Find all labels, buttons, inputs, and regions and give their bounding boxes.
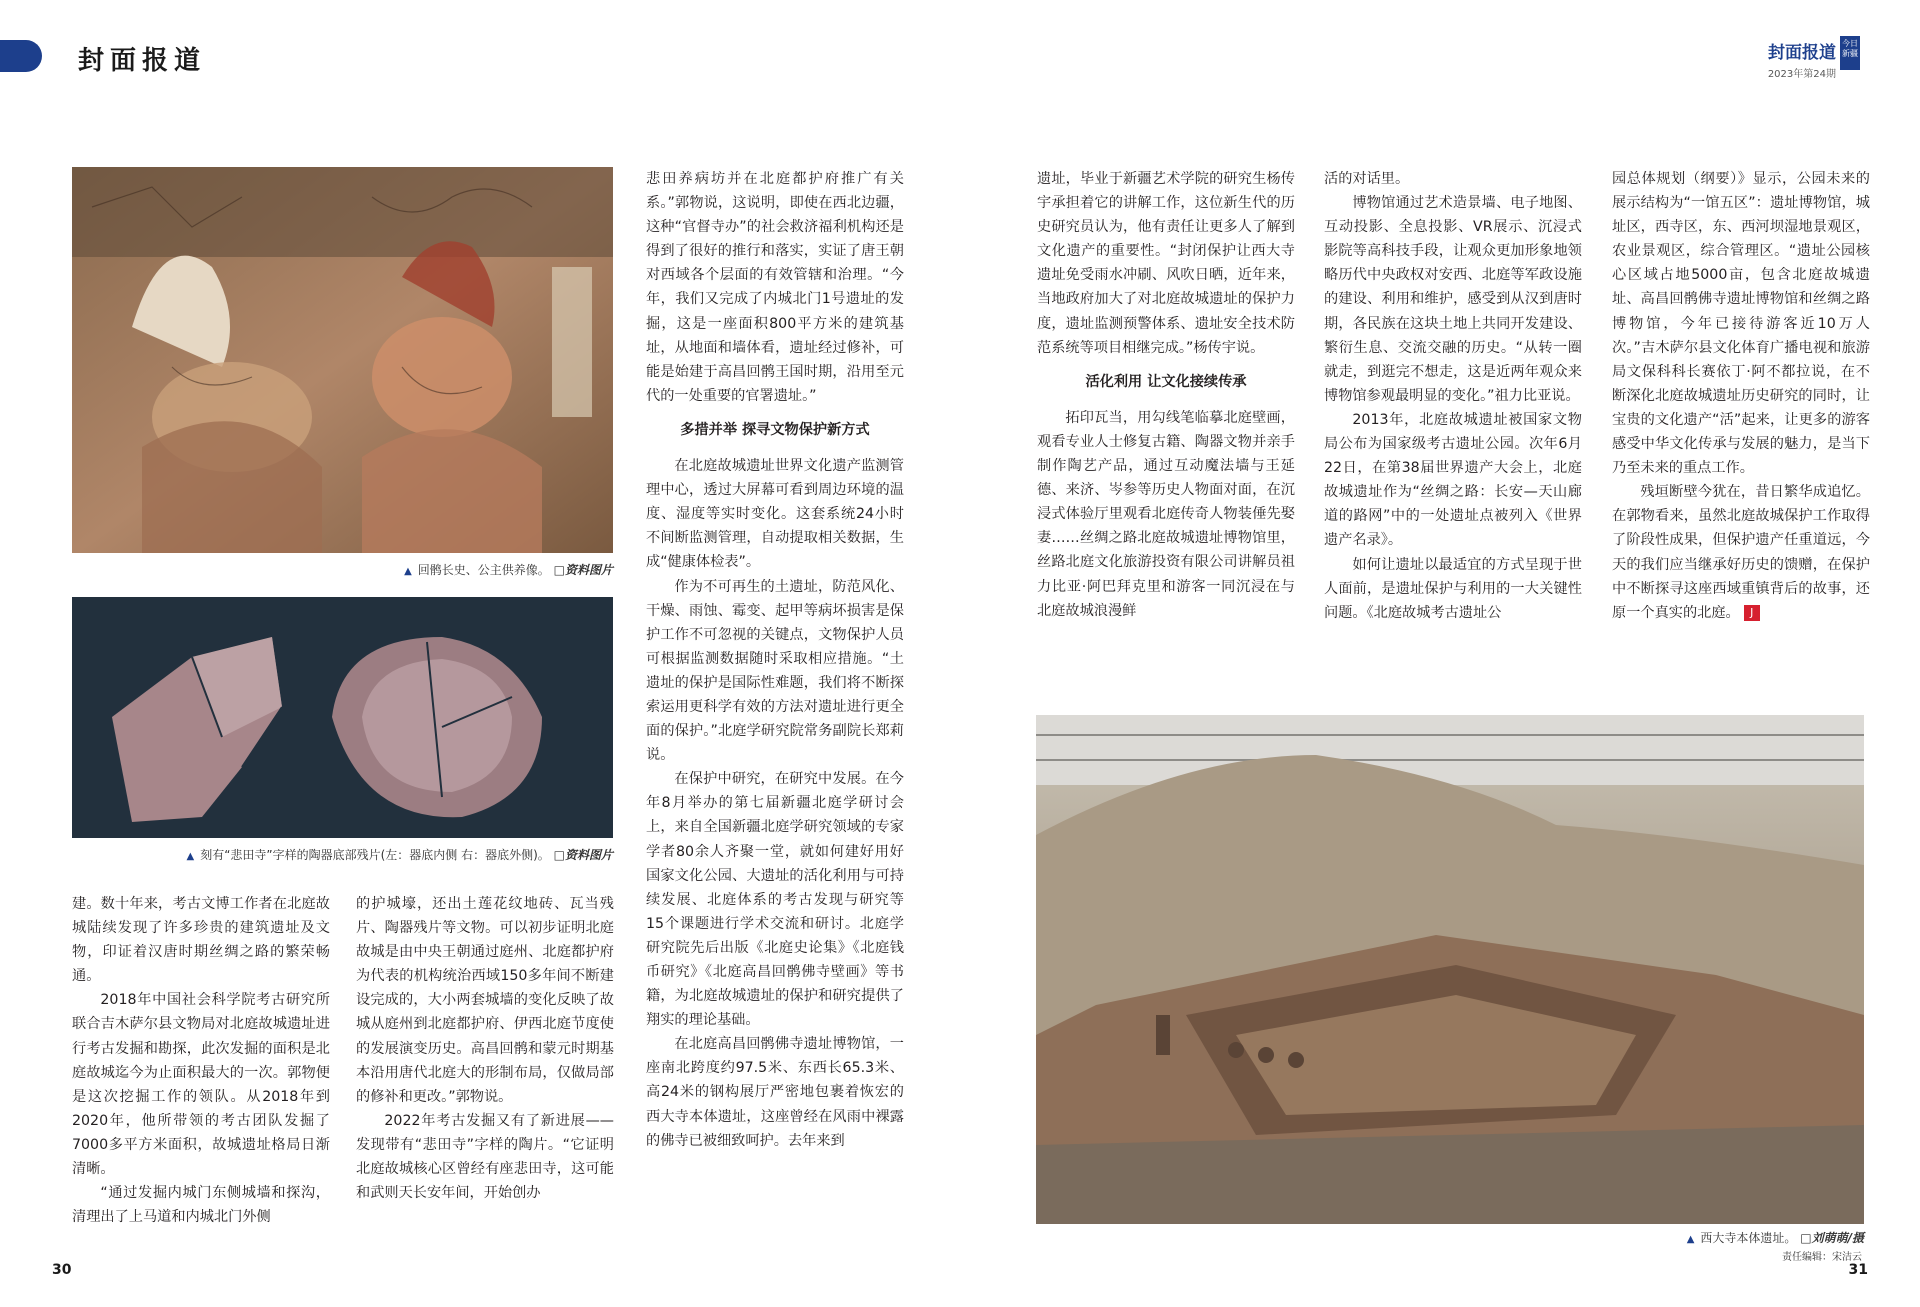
- pottery-image: [72, 597, 613, 838]
- mural-caption: [72, 561, 613, 578]
- paragraph: 悲田养病坊并在北庭都护府推广有关系。”郭物说，这说明，即使在西北边疆，这种“官督寺办”的社会救济福利机构还是得到了很好的推行和落实，实证了唐王朝对西域各个层面的有效管辖和治理。“今年，我们又完成了内城北门1号遗址的发掘，这是一座面积800平方米的建筑基址，从地面和墙体看，遗址经过修补，可能是始建于高昌回鹘王国时期，沿用至元代的一处重要的官署遗址。”: [646, 171, 904, 404]
- paragraph: 残垣断壁今犹在，昔日繁华成追忆。在郭物看来，虽然北庭故城保护工作取得了阶段性成果，但保护遗产任重道远，今天的我们应当继承好历史的馈赠，在保护中不断探寻这座西域重镇背后的故事，还原一个真实的北庭。 J: [1612, 484, 1870, 621]
- page-number-left: 30: [52, 1262, 72, 1278]
- caption-triangle-icon: ▲: [1686, 1234, 1695, 1245]
- site-photo: [1036, 715, 1864, 1224]
- section-heading-measures: 多措并举 探寻文物保护新方式: [680, 421, 870, 438]
- paragraph: 的护城壕，还出土莲花纹地砖、瓦当残片、陶器残片等文物。可以初步证明北庭故城是由中央王朝通过庭州、北庭都护府为代表的机构统治西域150多年间不断建设完成的，大小两套城墙的变化反映了故城从庭州到北庭都护府、伊西北庭节度使的发展演变历史。高昌回鹘和蒙元时期基本沿用唐代北庭大的形制布局，仅做局部的修补和更改。”郭物说。: [356, 896, 614, 1105]
- column-4-top: [1037, 167, 1295, 360]
- mural-caption-credit: 资料图片: [564, 563, 613, 577]
- article-column-1: [72, 892, 330, 1229]
- section-heading-revitalize: 活化利用 让文化接续传承: [1085, 373, 1247, 390]
- brand-title: 封面报道: [1768, 43, 1836, 63]
- paragraph: 博物馆通过艺术造景墙、电子地图、互动投影、全息投影、VR展示、沉浸式影院等高科技手段，让观众更加形象地领略历代中央政权对安西、北庭等军政设施的建设、利用和维护，感受到从汉到唐时期，各民族在这块土地上共同开发建设、繁衍生息、交流交融的历史。“从转一圈就走，到逛完不想走，这是近两年观众来博物馆参观最明显的变化。”祖力比亚说。: [1324, 195, 1582, 404]
- paragraph: 在保护中研究，在研究中发展。在今年8月举办的第七届新疆北庭学研讨会上，来自全国新疆北庭学研究领域的专家学者80余人齐聚一堂，就如何建好用好国家文化公园、大遗址的活化利用与可持续发展、北庭体系的考古发现与研究等15个课题进行学术交流和研讨。北庭学研究院先后出版《北庭史论集》《北庭钱币研究》《北庭高昌回鹘佛寺壁画》等书籍，为北庭故城遗址的保护和研究提供了翔实的理论基础。: [646, 771, 904, 1029]
- paragraph: 2018年中国社会科学院考古研究所联合吉木萨尔县文物局对北庭故城遗址进行考古发掘和勘探，此次发掘的面积是北庭故城迄今为止面积最大的一次。郭物便是这次挖掘工作的领队。从2018年到2020年，他所带领的考古团队发掘了7000多平方米面积，故城遗址格局日渐清晰。: [72, 992, 330, 1178]
- article-column-3: [646, 167, 904, 1153]
- column-3-bottom: [646, 454, 904, 1153]
- column-4-bottom: [1037, 406, 1295, 623]
- photo-credit-icon: □: [1800, 1231, 1812, 1245]
- article-column-4: [1037, 167, 1295, 623]
- photo-credit-icon: □: [553, 563, 565, 577]
- mural-image: [72, 167, 613, 553]
- article-column-5: [1324, 167, 1582, 625]
- pottery-caption: [72, 846, 613, 863]
- site-caption-credit: 刘萌萌/摄: [1811, 1231, 1864, 1245]
- mural-photo: [72, 167, 613, 553]
- section-title: 封面报道: [78, 46, 207, 76]
- pottery-caption-credit: 资料图片: [564, 848, 613, 862]
- paragraph: 园总体规划（纲要）》显示，公园未来的展示结构为“一馆五区”：遗址博物馆，城址区，西寺区，东、西河坝湿地景观区，农业景观区，综合管理区。“遗址公园核心区域占地5000亩，包含北庭故城遗址、高昌回鹘佛寺遗址博物馆和丝绸之路博物馆，今年已接待游客近10万人次。”吉木萨尔县文化体育广播电视和旅游局文保科科长赛依丁·阿不都拉说，在不断深化北庭故城遗址历史研究的同时，让宝贵的文化遗产“活”起来，让更多的游客感受中华文化传承与发展的魅力，是当下乃至未来的重点工作。: [1612, 171, 1870, 477]
- pottery-photo: [72, 597, 613, 838]
- site-caption-text: 西大寺本体遗址。: [1700, 1231, 1797, 1245]
- paragraph: 建。数十年来，考古文博工作者在北庭故城陆续发现了许多珍贵的建筑遗址及文物，印证着汉唐时期丝绸之路的繁荣畅通。: [72, 896, 330, 985]
- caption-triangle-icon: ▲: [186, 851, 195, 862]
- site-image: [1036, 715, 1864, 1224]
- paragraph: 拓印瓦当，用勾线笔临摹北庭壁画，观看专业人士修复古籍、陶器文物并亲手制作陶艺产品，通过互动魔法墙与王延德、来济、岑参等历史人物面对面，在沉浸式体验厅里观看北庭传奇人物装倕先娶妻……丝绸之路北庭故城遗址博物馆里，丝路北庭文化旅游投资有限公司讲解员祖力比亚·阿巴拜克里和游客一同沉浸在与北庭故城浪漫鲜: [1037, 409, 1295, 619]
- paragraph: “通过发掘内城门东侧城墙和探沟，清理出了上马道和内城北门外侧: [72, 1185, 330, 1226]
- section-tab-marker: [0, 40, 42, 72]
- paragraph: 作为不可再生的土遗址，防范风化、干燥、雨蚀、霉变、起甲等病坏损害是保护工作不可忽视的关键点，文物保护人员可根据监测数据随时采取相应措施。“土遗址的保护是国际性难题，我们将不断探索运用更科学有效的方法对遗址进行更全面的保护。”北庭学研究院常务副院长郑莉说。: [646, 578, 904, 764]
- responsible-editor: 责任编辑：宋洁云: [1782, 1252, 1862, 1263]
- pottery-caption-text: 刻有“悲田寺”字样的陶器底部残片(左：器底内侧 右：器底外侧)。: [200, 848, 550, 862]
- paragraph: 遗址，毕业于新疆艺术学院的研究生杨传宇承担着它的讲解工作，这位新生代的历史研究员认为，他有责任让更多人了解到文化遗产的重要性。“封闭保护让西大寺遗址免受雨水冲刷、风吹日晒，近年来，当地政府加大了对北庭故城遗址的保护力度，遗址监测预警体系、遗址安全技术防范系统等项目相继完成。”杨传宇说。: [1037, 171, 1295, 356]
- paragraph: 如何让遗址以最适宜的方式呈现于世人面前，是遗址保护与利用的一大关键性问题。《北庭故城考古遗址公: [1324, 556, 1582, 621]
- paragraph: 2022年考古发掘又有了新进展——发现带有“悲田寺”字样的陶片。“它证明北庭故城核心区曾经有座悲田寺，这可能和武则天长安年间，开始创办: [356, 1112, 614, 1202]
- mural-caption-text: 回鹘长史、公主供养像。: [417, 563, 550, 577]
- brand-issue: 2023年第24期: [1767, 69, 1836, 80]
- page-number-right: 31: [1848, 1262, 1868, 1278]
- photo-credit-icon: □: [553, 848, 565, 862]
- article-end-mark-icon: J: [1744, 605, 1760, 621]
- magazine-brand: [1768, 38, 1836, 80]
- paragraph: 在北庭高昌回鹘佛寺遗址博物馆，一座南北跨度约97.5米、东西长65.3米、高24米的钢构展厅严密地包裹着恢宏的西大寺本体遗址，这座曾经在风雨中裸露的佛寺已被细致呵护。去年来到: [646, 1036, 904, 1149]
- paragraph: 2013年，北庭故城遗址被国家文物局公布为国家级考古遗址公园。次年6月22日，在第38届世界遗产大会上，北庭故城遗址作为“丝绸之路：长安—天山廊道的路网”中的一处遗址点被列入《世界遗产名录》。: [1324, 411, 1582, 549]
- paragraph: 在北庭故城遗址世界文化遗产监测管理中心，透过大屏幕可看到周边环境的温度、湿度等实时变化。这套系统24小时不间断监测管理，自动提取相关数据，生成“健康体检表”。: [646, 458, 904, 571]
- article-column-6: [1612, 167, 1870, 625]
- site-caption: [1036, 1229, 1864, 1246]
- article-column-2: [356, 892, 614, 1205]
- paragraph: 活的对话里。: [1324, 171, 1410, 187]
- brand-badge: 今日新疆: [1840, 36, 1860, 70]
- column-3-top: [646, 167, 904, 408]
- caption-triangle-icon: ▲: [404, 566, 412, 577]
